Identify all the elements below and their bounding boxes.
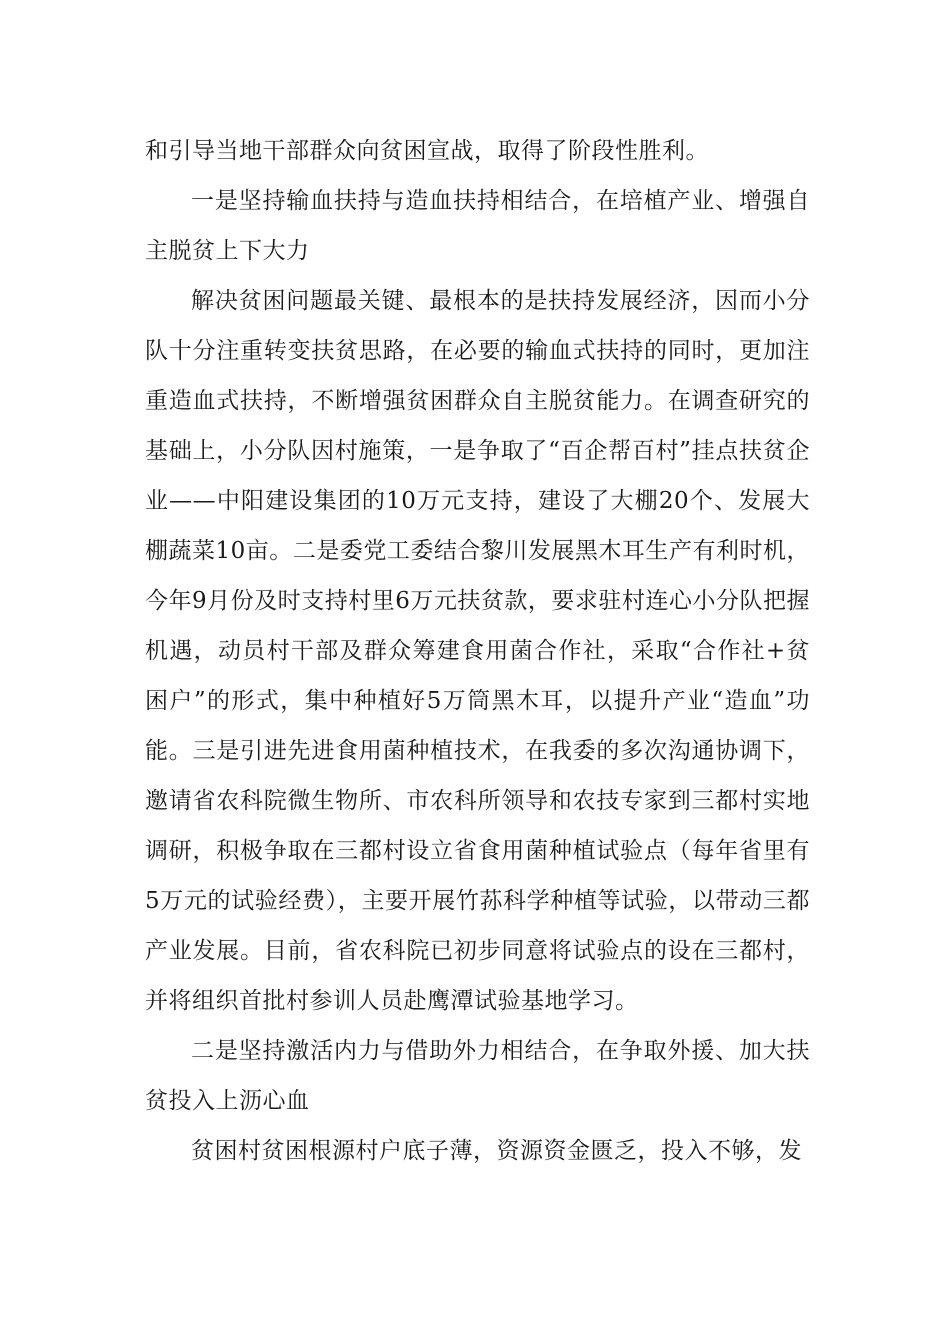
paragraph-continuation: 和引导当地干部群众向贫困宣战，取得了阶段性胜利。 <box>145 138 709 164</box>
section-heading-1: 一是坚持输血扶持与造血扶持相结合，在培植产业、增强自主脱贫上下大力 <box>145 188 810 264</box>
paragraph-body-truncated: 贫困村贫困根源村户底子薄，资源资金匮乏，投入不够，发 <box>191 1138 802 1164</box>
paragraph-body: 解决贫困问题最关键、最根本的是扶持发展经济，因而小分队十分注重转变扶贫思路，在必要的输血式扶持的同时，更加注重造血式扶持，不断增强贫困群众自主脱贫能力。在调查研究的基础上，小分队因村施策，一是争取了“百企帮百村”挂点扶贫企业——中阳建设集团的10万元支持，建设了大棚20个、发展大棚蔬菜10亩。二是委党工委结合黎川发展黑木耳生产有利时机，今年9月份及时支持村里6万元扶贫款，要求驻村连心小分队把握机遇，动员村干部及群众筹建食用菌合作社，采取“合作社+贫困户”的形式，集中种植好5万筒黑木耳，以提升产业“造血”功能。三是引进先进食用菌种植技术，在我委的多次沟通协调下，邀请省农科院微生物所、市农科所领导和农技专家到三都村实地调研，积极争取在三都村设立省食用菌种植试验点（每年省里有5万元的试验经费），主要开展竹荪科学种植等试验，以带动三都产业发展。目前，省农科院已初步同意将试验点的设在三都村，并将组织首批村参训人员赴鹰潭试验基地学习。 <box>145 288 810 1014</box>
document-body <box>145 126 810 1176</box>
section-heading-2: 二是坚持激活内力与借助外力相结合，在争取外援、加大扶贫投入上沥心血 <box>145 1038 810 1114</box>
